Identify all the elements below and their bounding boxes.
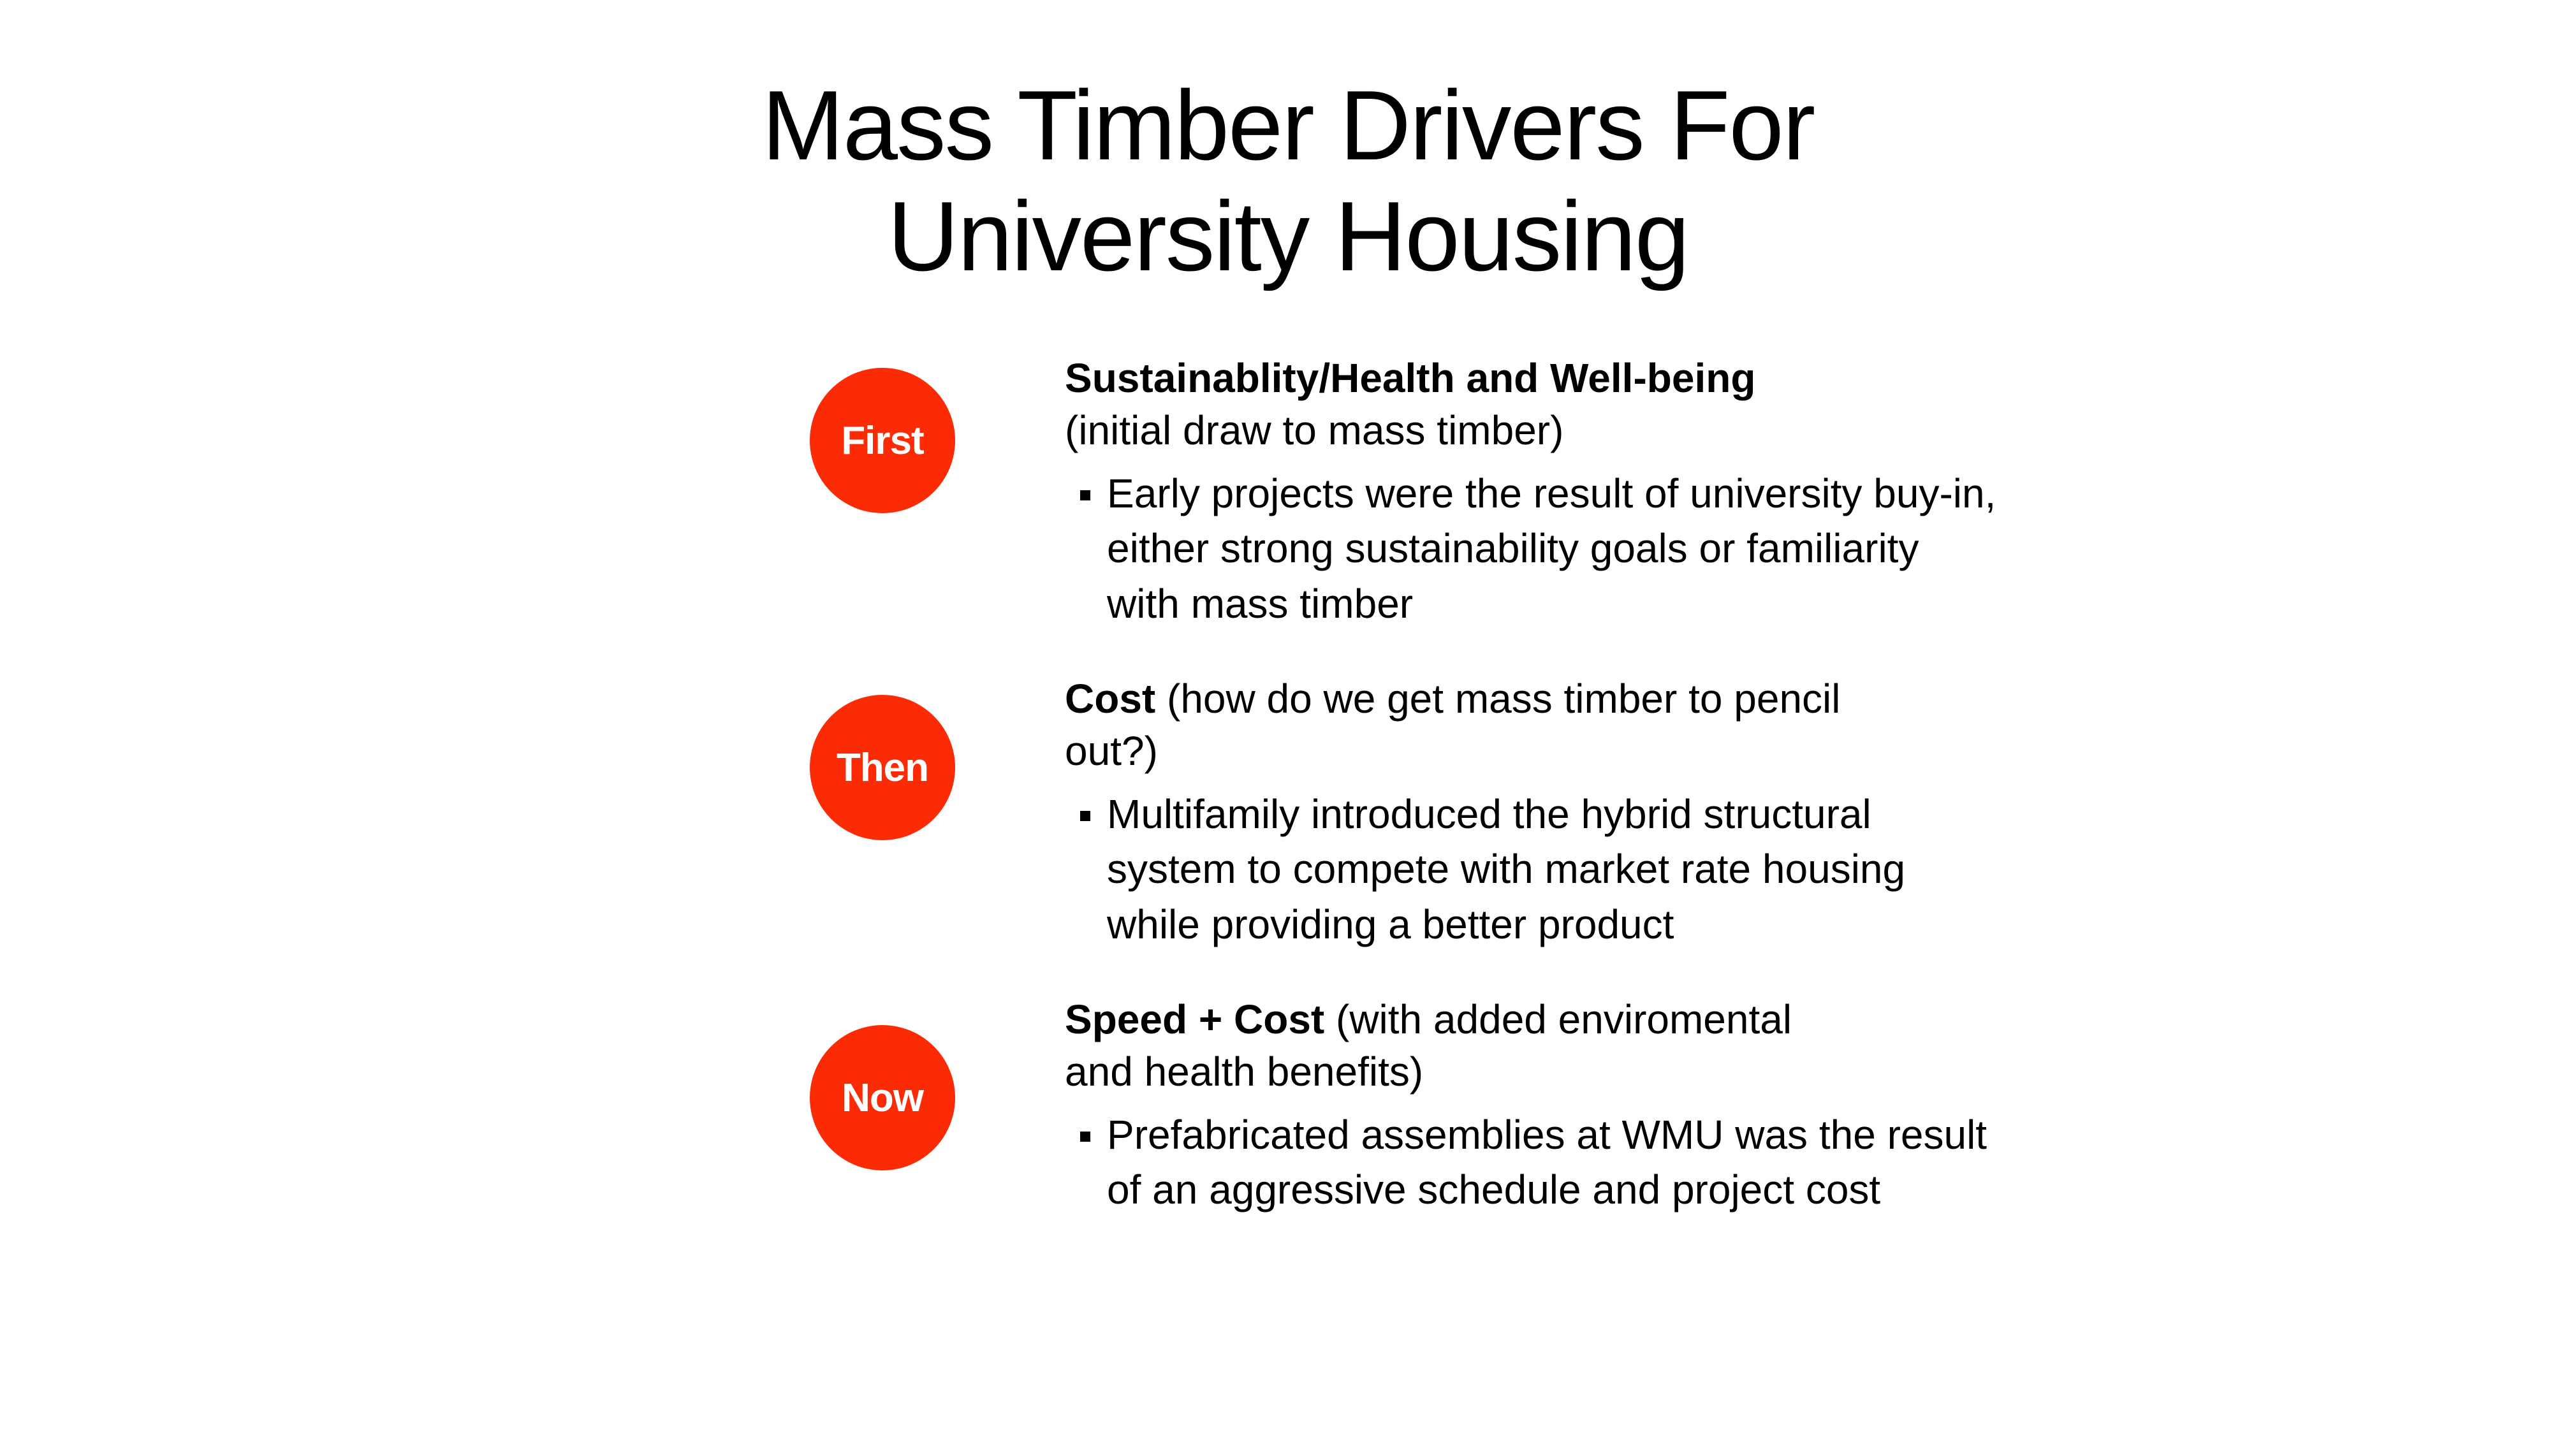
driver-content-now — [995, 990, 2576, 1218]
bullet-text: Early projects were the result of university buy-in, either strong sustainability goals or familiarity with mass timber — [1107, 470, 1996, 627]
driver-row-then — [810, 669, 2576, 952]
driver-heading-then — [1065, 673, 1862, 778]
list-item — [1065, 787, 2000, 952]
stage-badge-then: Then — [810, 695, 955, 840]
driver-heading-now — [1065, 994, 1862, 1098]
driver-bullets-first — [1065, 466, 2576, 631]
driver-heading-first — [1065, 353, 1862, 457]
badge-column — [810, 990, 995, 1170]
driver-row-first — [810, 349, 2576, 631]
bullet-text: Multifamily introduced the hybrid structural system to compete with market rate housing while providing a better product — [1107, 790, 1906, 947]
badge-column — [810, 669, 995, 840]
driver-heading-rest-first: (initial draw to mass timber) — [1065, 407, 1564, 454]
stage-badge-first: First — [810, 368, 955, 513]
bullet-square-icon — [1080, 490, 1090, 500]
driver-bullets-now — [1065, 1107, 2576, 1218]
bullet-square-icon — [1080, 811, 1090, 821]
driver-content-first — [995, 349, 2576, 631]
driver-bullets-then — [1065, 787, 2576, 952]
bullet-text: Prefabricated assemblies at WMU was the result of an aggressive schedule and project cost — [1107, 1111, 1987, 1213]
driver-heading-bold-then: Cost — [1065, 676, 1156, 722]
driver-heading-bold-now: Speed + Cost — [1065, 996, 1325, 1043]
list-item — [1065, 1107, 2000, 1218]
driver-heading-bold-first: Sustainablity/Health and Well-being — [1065, 355, 1756, 402]
driver-heading-rest-then: (how do we get mass timber to pencil out?) — [1065, 676, 1841, 775]
driver-heading-rest-now: (with added enviromental and health benefits) — [1065, 996, 1792, 1095]
bullet-square-icon — [1080, 1132, 1090, 1142]
driver-content-then — [995, 669, 2576, 952]
stage-badge-now: Now — [810, 1025, 955, 1170]
list-item — [1065, 466, 2000, 631]
page-title: Mass Timber Drivers For University Housing — [761, 70, 1815, 291]
drivers-list — [0, 349, 2576, 1218]
driver-row-now — [810, 990, 2576, 1218]
badge-column — [810, 349, 995, 513]
